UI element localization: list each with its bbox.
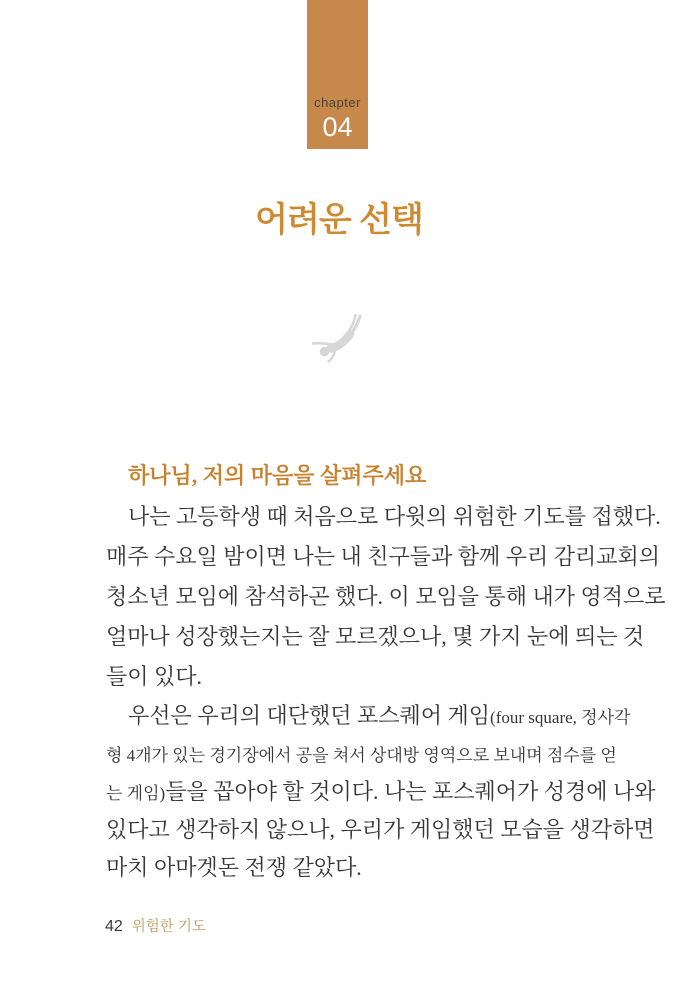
- body-line: [106, 849, 572, 887]
- body-line-text: 얼마나 성장했는지는 잘 모르겠으나, 몇 가지 눈에 띄는 것: [106, 624, 645, 649]
- body-line-text: 들이 있다.: [106, 664, 203, 689]
- body-line: [106, 735, 617, 773]
- running-book-title: 위험한 기도: [131, 919, 206, 935]
- paragraph-2: [106, 697, 656, 887]
- section-heading: 하나님, 저의 마음을 살펴주세요: [128, 463, 427, 488]
- body-line: [106, 497, 661, 537]
- body-line: [106, 657, 572, 697]
- chapter-number: 04: [322, 112, 353, 142]
- annotation-text: 형 4개가 있는 경기장에서 공을 쳐서 상대방 영역으로 보내며 점수를 얻: [106, 746, 617, 765]
- chapter-title: 어려운 선택: [255, 201, 423, 239]
- body-line-text: 나는 고등학생 때 처음으로 다윗의 위험한 기도를 접했다.: [128, 504, 661, 529]
- body-line: [106, 773, 656, 811]
- annotation-text: 는 게임): [106, 784, 166, 803]
- diver-silhouette-icon: [310, 313, 366, 367]
- chapter-label: chapter: [314, 95, 361, 110]
- body-line: [106, 617, 645, 657]
- body-line-text: 매주 수요일 밤이면 나는 내 친구들과 함께 우리 감리교회의: [106, 544, 661, 569]
- body-line-text: 있다고 생각하지 않으나, 우리가 게임했던 모습을 생각하면: [106, 817, 655, 842]
- page-number: 42: [105, 918, 123, 935]
- body-line: [106, 537, 661, 577]
- body-text-block: [106, 461, 666, 887]
- body-line: [106, 811, 655, 849]
- body-line-text: 마치 아마겟돈 전쟁 같았다.: [106, 855, 362, 880]
- paragraph-1: [106, 497, 666, 697]
- page-footer: [105, 915, 206, 935]
- body-line-text: 우선은 우리의 대단했던 포스퀘어 게임: [128, 703, 491, 728]
- annotation-text: (four square, 정사각: [490, 708, 631, 727]
- body-line-text: 청소년 모임에 참석하곤 했다. 이 모임을 통해 내가 영적으로: [106, 584, 666, 609]
- body-line-text: 들을 꼽아야 할 것이다. 나는 포스퀘어가 성경에 나와: [165, 779, 656, 804]
- body-line: [106, 697, 631, 735]
- chapter-tab: [307, 0, 368, 149]
- body-line: [106, 577, 666, 617]
